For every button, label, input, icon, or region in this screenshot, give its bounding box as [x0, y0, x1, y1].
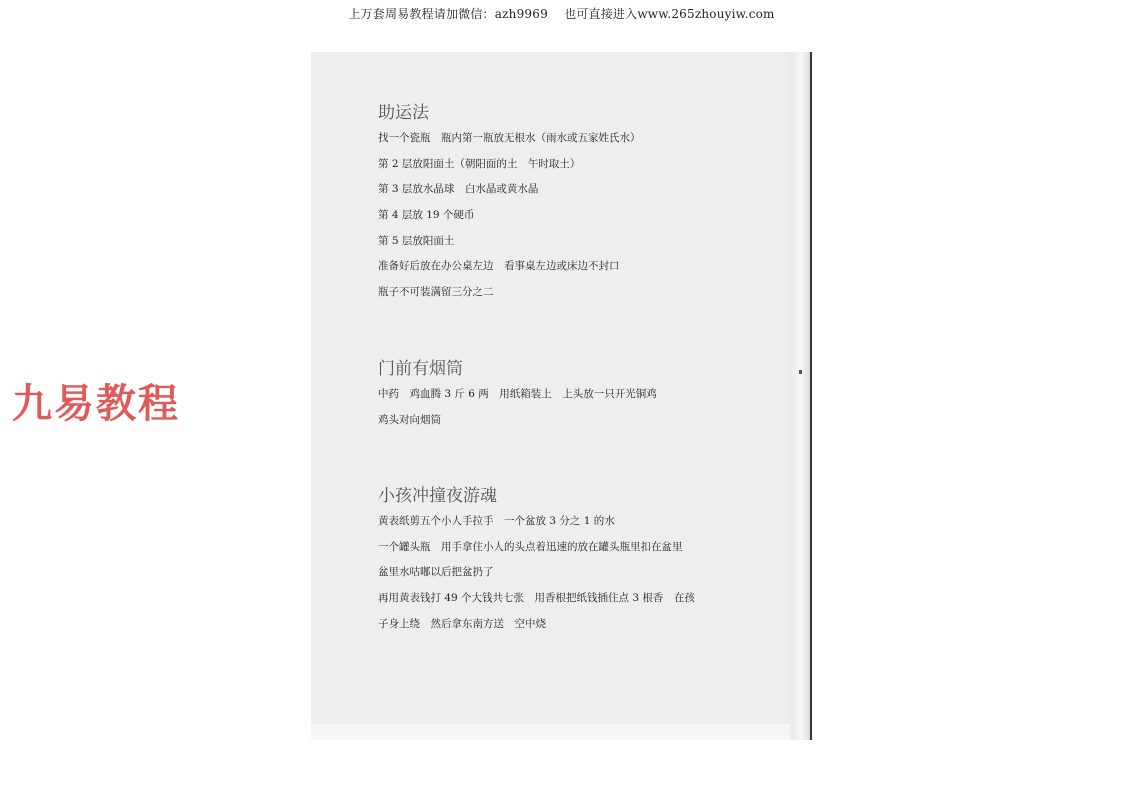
section-line: 中药 鸡血腾 3 斤 6 两 用纸箱装上 上头放一只开光铜鸡 — [378, 388, 657, 400]
page-scan-mark — [799, 370, 802, 374]
section-luck-method — [378, 102, 798, 310]
section-line: 鸡头对向烟筒 — [378, 413, 441, 426]
section-line: 第 3 层放水晶球 白水晶或黄水晶 — [378, 183, 539, 196]
section-line: 第 5 层放阳面土 — [378, 234, 455, 247]
section-line: 第 2 层放阳面土（朝阳面的土 午时取土） — [378, 157, 581, 170]
section-title: 小孩冲撞夜游魂 — [378, 486, 497, 506]
scanned-page — [311, 52, 812, 740]
section-line: 第 4 层放 19 个硬币 — [378, 209, 475, 222]
section-line: 盆里水咕嘟以后把盆扔了 — [378, 566, 494, 579]
section-line: 找一个瓷瓶 瓶内第一瓶放无根水（雨水或五家姓氏水） — [378, 132, 641, 144]
section-line: 黄表纸剪五个小人手拉手 一个盆放 3 分之 1 的水 — [378, 515, 615, 527]
section-title: 助运法 — [378, 103, 429, 123]
section-line: 子身上绕 然后拿东南方送 空中烧 — [378, 617, 546, 630]
watermark-logo: 九易教程 — [12, 381, 180, 427]
header-notice: 上万套周易教程请加微信：azh9969 也可直接进入www.265zhouyiw.com — [348, 7, 775, 21]
page-bottom-band — [311, 724, 790, 740]
section-line: 再用黄表钱打 49 个大钱共七张 用香根把纸钱插住点 3 根香 在孩 — [378, 592, 695, 605]
section-line: 一个罐头瓶 用手拿住小人的头点着迅速的放在罐头瓶里扣在盆里 — [378, 540, 683, 553]
section-title: 门前有烟筒 — [378, 359, 463, 379]
section-child-spirit — [378, 485, 798, 641]
section-line: 瓶子不可装满留三分之二 — [378, 286, 494, 299]
section-chimney — [378, 358, 798, 437]
section-line: 准备好后放在办公桌左边 看事桌左边或床边不封口 — [378, 260, 620, 273]
